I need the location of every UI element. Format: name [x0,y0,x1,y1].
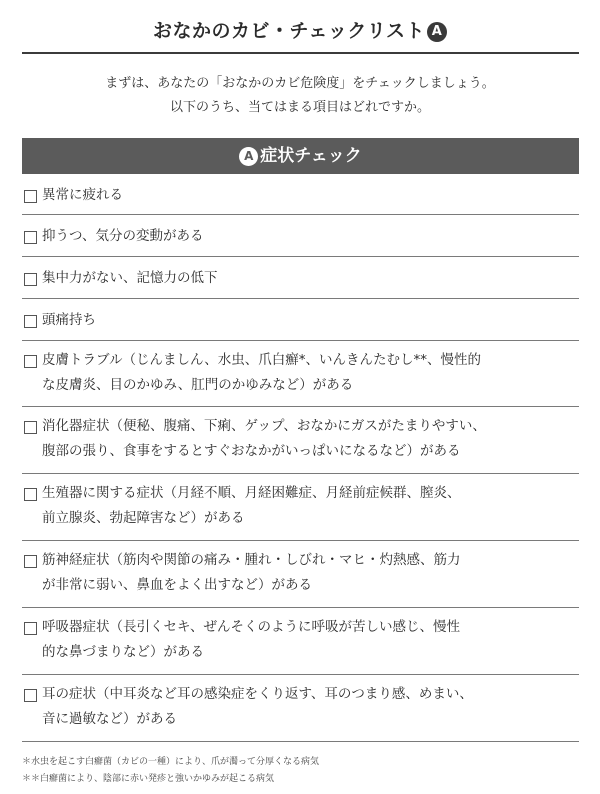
checklist-item-line: 音に過敏など）がある [42,711,177,727]
checklist-item [22,474,579,541]
checkbox[interactable] [24,488,37,501]
checklist-item-text [42,266,578,291]
checklist-item [22,541,579,608]
checklist-item-text [42,348,578,398]
checklist-item-text [42,183,578,208]
checklist-item [22,407,579,474]
checkbox[interactable] [24,622,37,635]
checkbox[interactable] [24,190,37,203]
checklist-item-line: 消化器症状（便秘、腹痛、下痢、ゲップ、おなかにガスがたまりやすい、 [42,418,486,434]
page-title [0,16,600,43]
checklist-item [22,257,579,299]
checklist-item-text [42,682,578,732]
checkbox[interactable] [24,689,37,702]
intro-line-1: まずは、あなたの「おなかのカビ危険度」をチェックしましょう。 [105,76,495,91]
checklist-item-text [42,481,578,531]
intro-text [0,72,600,120]
checklist-item-line: 前立腺炎、勃起障害など）がある [42,510,245,526]
checklist-item-line: 皮膚トラブル（じんましん、水虫、爪白癬*、いんきんたむし**、慢性的 [42,352,482,368]
checkbox[interactable] [24,555,37,568]
intro-line-2: 以下のうち、当てはまる項目はどれですか。 [169,100,430,115]
checklist-item-text [42,224,578,249]
checklist-item-line: 的な鼻づまりなど）がある [42,644,204,660]
checklist-item [22,675,579,742]
section-header [22,138,579,174]
checklist-item-line: 集中力がない、記憶力の低下 [42,270,218,286]
checkbox[interactable] [24,355,37,368]
checklist-item-line: 異常に疲れる [42,187,123,203]
title-text: おなかのカビ・チェックリスト [152,20,426,42]
checkbox[interactable] [24,315,37,328]
checkbox[interactable] [24,273,37,286]
checklist-item-line: 頭痛持ち [42,312,96,328]
checklist-item [22,215,579,257]
title-divider [22,52,579,54]
checklist-item-line: 腹部の張り、食事をするとすぐおなかがいっぱいになるなど）がある [42,443,461,459]
checklist-item-line: 抑うつ、気分の変動がある [42,228,204,244]
checklist-item-line: 呼吸器症状（長引くセキ、ぜんそくのように呼吸が苦しい感じ、慢性 [42,619,460,635]
checkbox[interactable] [24,421,37,434]
section-label: 症状チェック [260,146,362,166]
checklist-item-text [42,548,578,598]
checklist-item-text [42,414,578,464]
checklist-item-line: が非常に弱い、鼻血をよく出すなど）がある [42,577,312,593]
checklist-item [22,608,579,675]
checklist-item [22,175,579,215]
checkbox[interactable] [24,231,37,244]
checklist-item-line: 耳の症状（中耳炎など耳の感染症をくり返す、耳のつまり感、めまい、 [42,686,473,702]
checklist-item-line: 生殖器に関する症状（月経不順、月経困難症、月経前症候群、膣炎、 [42,485,461,501]
checklist-item-line: 筋神経症状（筋肉や関節の痛み・腫れ・しびれ・マヒ・灼熱感、筋力 [42,552,461,568]
checklist-item [22,341,579,407]
footnote-1: ＊水虫を起こす白癬菌（カビの一種）により、爪が濁って分厚くなる病気 [22,757,320,767]
checklist-item [22,299,579,341]
footnote-2: ＊＊白癬菌により、陰部に赤い発疹と強いかゆみが起こる病気 [22,774,275,784]
section-badge: A [239,147,258,166]
checklist-item-text [42,308,578,333]
checklist-item-text [42,615,578,665]
checklist-item-line: な皮膚炎、目のかゆみ、肛門のかゆみなど）がある [42,377,354,393]
title-badge: A [427,22,447,42]
